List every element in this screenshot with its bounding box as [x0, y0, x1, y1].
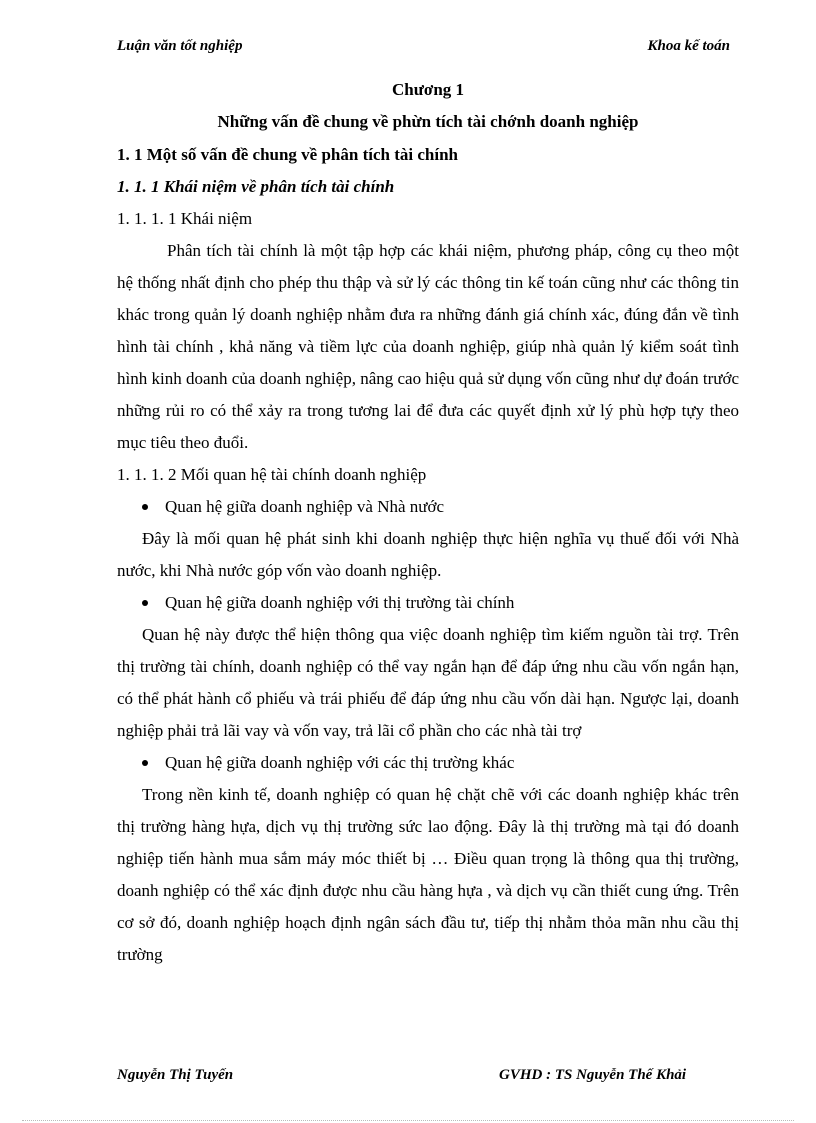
- bullet-item: [117, 491, 739, 523]
- bullet-icon: [142, 504, 148, 510]
- section-heading-1-1: 1. 1 Một số vấn đề chung về phân tích tài chính: [117, 145, 458, 164]
- bullet-icon: [142, 600, 148, 606]
- section-heading-1-1-1-2: 1. 1. 1. 2 Mối quan hệ tài chính doanh nghiệp: [117, 465, 427, 484]
- bullet-paragraph: Đây là mối quan hệ phát sinh khi doanh nghiệp thực hiện nghĩa vụ thuế đối với Nhà nước, khi Nhà nước góp vốn vào doanh nghiệp.: [117, 529, 739, 580]
- bullet-title: Quan hệ giữa doanh nghiệp với các thị trường khác: [165, 753, 515, 772]
- bullet-title: Quan hệ giữa doanh nghiệp và Nhà nước: [165, 497, 445, 516]
- bullet-paragraph: Quan hệ này được thể hiện thông qua việc doanh nghiệp tìm kiếm nguồn tài trợ. Trên thị trường tài chính, doanh nghiệp có thể vay ngắn hạn để đáp ứng nhu cầu vốn ngắn hạn, có thể phát hành cổ phiếu và trái phiếu để đáp ứng nhu cầu vốn dài hạn. Ngược lại, doanh nghiệp phải trả lãi vay và vốn vay, trả lãi cổ phần cho các nhà tài trợ: [117, 625, 739, 740]
- section-heading-1-1-1-1: 1. 1. 1. 1 Khái niệm: [117, 209, 253, 228]
- footer-author: Nguyễn Thị Tuyến: [117, 1067, 234, 1083]
- bullet-icon: [142, 760, 148, 766]
- page-divider: [22, 1120, 794, 1121]
- bullet-paragraph: Trong nền kinh tế, doanh nghiệp có quan hệ chặt chẽ với các doanh nghiệp khác trên thị trường hàng hựa, dịch vụ thị trường sức lao động. Đây là thị trường mà tại đó doanh nghiệp tiến hành mua sắm máy móc thiết bị … Điều quan trọng là thông qua thị trường, doanh nghiệp có thể xác định được nhu cầu hàng hựa , và dịch vụ cần thiết cung ứng. Trên cơ sở đó, doanh nghiệp hoạch định ngân sách đầu tư, tiếp thị nhằm thỏa mãn nhu cầu thị trường: [117, 785, 739, 964]
- bullet-item: [117, 587, 739, 619]
- header-right: Khoa kế toán: [647, 38, 730, 54]
- header-left: Luận văn tốt nghiệp: [117, 38, 243, 54]
- chapter-title: Những vấn đề chung về phừn tích tài chớnh doanh nghiệp: [217, 112, 639, 131]
- bullet-title: Quan hệ giữa doanh nghiệp với thị trường tài chính: [165, 593, 515, 612]
- bullet-item: [117, 747, 739, 779]
- chapter-number: Chương 1: [391, 80, 465, 99]
- section-heading-1-1-1: 1. 1. 1 Khái niệm về phân tích tài chính: [117, 177, 395, 196]
- page-content: [117, 74, 739, 971]
- footer-supervisor: GVHD : TS Nguyễn Thế Khải: [499, 1067, 687, 1083]
- concept-paragraph: Phân tích tài chính là một tập hợp các khái niệm, phương pháp, công cụ theo một hệ thống nhất định cho phép thu thập và sử lý các thông tin kế toán cũng như các thông tin khác trong quản lý doanh nghiệp nhằm đưa ra những đánh giá chính xác, đúng đắn về tình hình tài chính , khả năng và tiềm lực của doanh nghiệp, giúp nhà quản lý kiểm soát tình hình kinh doanh của doanh nghiệp, nâng cao hiệu quả sử dụng vốn cũng như dự đoán trước những rủi ro có thể xảy ra trong tương lai để đưa các quyết định xử lý phù hợp tựy theo mục tiêu theo đuổi.: [117, 241, 739, 452]
